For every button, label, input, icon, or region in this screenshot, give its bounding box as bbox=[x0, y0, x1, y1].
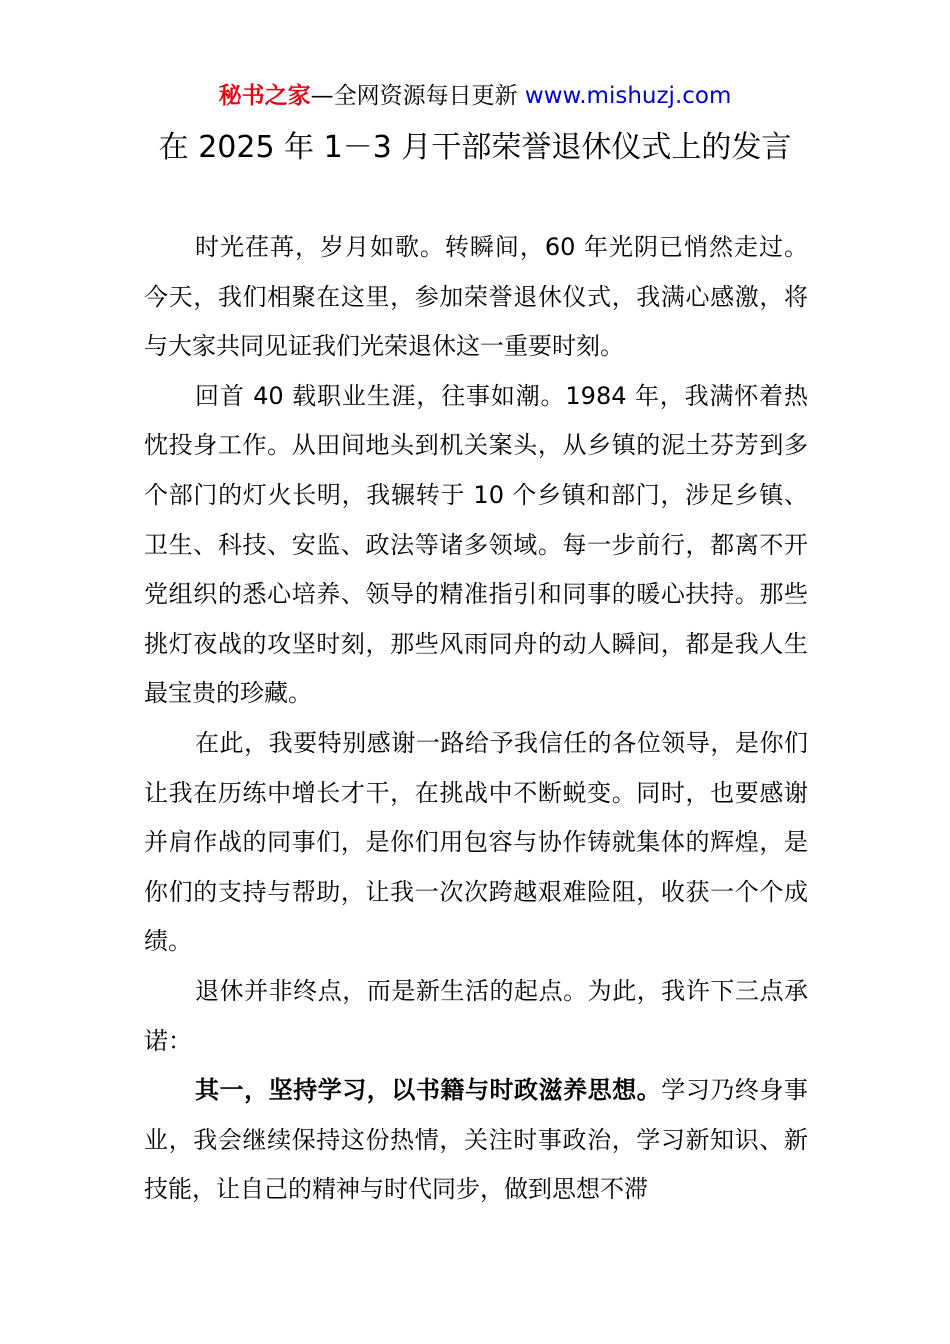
site-header bbox=[0, 80, 950, 112]
paragraph-thanks: 在此，我要特别感谢一路给予我信任的各位领导，是你们让我在历练中增长才干，在挑战中不断蜕变。同时，也要感谢并肩作战的同事们，是你们用包容与协作铸就集体的辉煌，是你们的支持与帮助，让我一次次跨越艰难险阻，收获一个个成绩。 bbox=[144, 728, 808, 956]
paragraph-promises: 退休并非终点，而是新生活的起点。为此，我许下三点承诺： bbox=[144, 976, 808, 1055]
paragraph-promise-one bbox=[144, 1066, 808, 1215]
document-body bbox=[144, 223, 808, 1215]
promise-one-lead: 其一，坚持学习，以书籍与时政滋养思想。 bbox=[195, 1076, 662, 1105]
site-url[interactable]: www.mishuzj.com bbox=[524, 83, 732, 109]
paragraph-intro: 时光荏苒，岁月如歌。转瞬间，60 年光阴已悄然走过。今天，我们相聚在这里，参加荣誉退休仪式，我满心感激，将与大家共同见证我们光荣退休这一重要时刻。 bbox=[144, 233, 808, 361]
brand-name: 秘书之家 bbox=[218, 83, 311, 109]
header-tagline: —全网资源每日更新 bbox=[310, 83, 525, 109]
promise-one-text: 学习乃终身事业，我会继续保持这份热情，关注时事政治，学习新知识、新技能，让自己的精神与时代同步，做到思想不滞 bbox=[144, 1076, 809, 1204]
document-title: 在 2025 年 1－3 月干部荣誉退休仪式上的发言 bbox=[158, 130, 792, 165]
paragraph-career: 回首 40 载职业生涯，往事如潮。1984 年，我满怀着热忱投身工作。从田间地头到机关案头，从乡镇的泥土芬芳到多个部门的灯火长明，我辗转于 10 个乡镇和部门，涉足乡镇、卫生、科技、安监、政法等诸多领域。每一步前行，都离不开党组织的悉心培养、领导的精准指引和同事的暖心扶持。那些挑灯夜战的攻坚时刻，那些风雨同舟的动人瞬间，都是我人生最宝贵的珍藏。 bbox=[144, 381, 808, 708]
